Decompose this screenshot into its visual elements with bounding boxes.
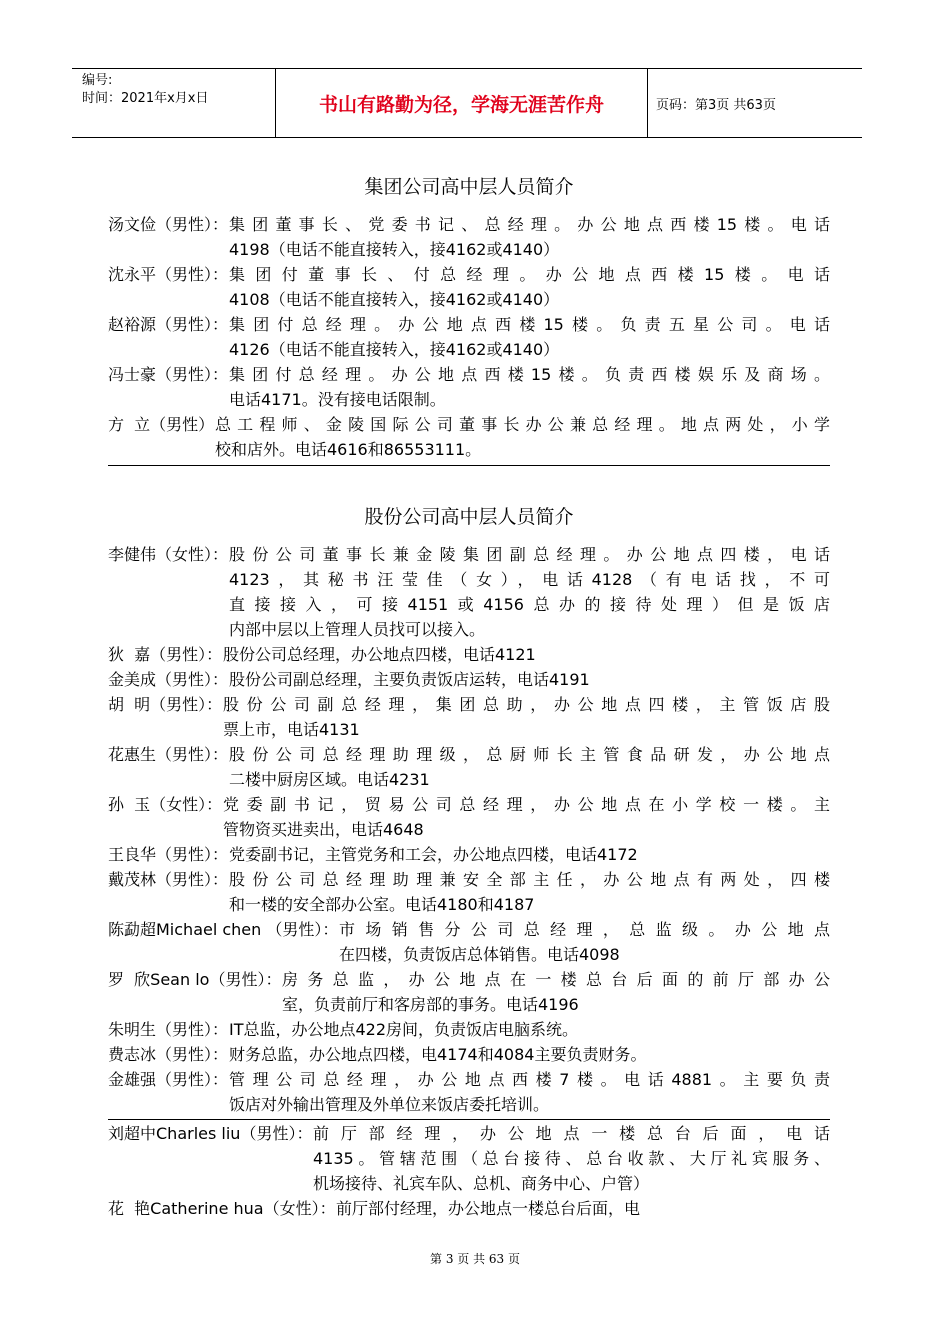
person-entry — [108, 667, 830, 692]
person-description — [229, 362, 830, 412]
person-entry — [108, 692, 830, 742]
person-entry — [108, 792, 830, 842]
person-entry — [108, 842, 830, 867]
person-name: 朱明生（男性）： — [108, 1020, 229, 1039]
person-description — [229, 1042, 830, 1067]
person-description — [229, 1067, 830, 1117]
person-description — [282, 967, 830, 1017]
person-name: 狄 嘉（男性）： — [108, 645, 223, 664]
person-description — [339, 917, 830, 967]
person-name: 胡 明（男性）： — [108, 695, 223, 714]
description-line: 股份公司董事长兼金陵集团副总经理。办公地点四楼，电话 — [229, 545, 830, 564]
time-label: 时间：2021年x月x日 — [82, 91, 209, 106]
person-entry — [108, 1017, 830, 1042]
person-name: 方 立（男性） — [108, 415, 215, 434]
person-description — [229, 867, 830, 917]
description-line: 前厅部付经理，办公地点一楼总台后面，电 — [336, 1199, 641, 1218]
person-entry — [108, 312, 830, 362]
description-line: 房务总监，办公地点在一楼总台后面的前厅部办公 — [282, 970, 830, 989]
description-line: 室，负责前厅和客房部的事务。电话4196 — [282, 995, 579, 1014]
person-description — [336, 1196, 830, 1221]
page-footer: 第 3 页 共 63 页 — [430, 1252, 520, 1266]
person-name: 汤文俭（男性）： — [108, 215, 229, 234]
description-line: 4123，其秘书汪莹佳（女），电话4128（有电话找，不可 — [229, 570, 830, 589]
person-entry — [108, 642, 830, 667]
person-description — [223, 692, 830, 742]
person-name: 沈永平（男性）： — [108, 265, 229, 284]
description-line: 机场接待、礼宾车队、总机、商务中心、户管） — [313, 1174, 650, 1193]
person-description — [229, 1017, 830, 1042]
description-line: 管理公司总经理，办公地点西楼7楼。电话4881。主要负责 — [229, 1070, 830, 1089]
person-description — [313, 1121, 830, 1196]
person-description — [223, 792, 830, 842]
person-name: 孙 玉（女性）： — [108, 795, 223, 814]
description-line: 管物资买进卖出，电话4648 — [223, 820, 424, 839]
description-line: 股份公司副总经理，主要负责饭店运转，电话4191 — [229, 670, 590, 689]
person-description — [229, 262, 830, 312]
person-entry — [108, 1042, 830, 1067]
person-description — [223, 642, 830, 667]
person-description — [229, 312, 830, 362]
section2-entries — [108, 542, 830, 1221]
person-entry — [108, 867, 830, 917]
person-entry — [108, 262, 830, 312]
description-line: 在四楼，负责饭店总体销售。电话4098 — [339, 945, 620, 964]
person-name: 赵裕源（男性）： — [108, 315, 229, 334]
description-line: 4198（电话不能直接转入，接4162或4140） — [229, 240, 560, 259]
description-line: 市场销售分公司总经理，总监级。办公地点 — [339, 920, 830, 939]
person-entry — [108, 1067, 830, 1117]
person-entry — [108, 967, 830, 1017]
description-line: 4108（电话不能直接转入，接4162或4140） — [229, 290, 560, 309]
description-line: 票上市，电话4131 — [223, 720, 360, 739]
description-line: 集团付总经理。办公地点西楼15楼。负责五星公司。电话 — [229, 315, 830, 334]
description-line: 4135。管辖范围（总台接待、总台收款、大厅礼宾服务、 — [313, 1149, 830, 1168]
page-info-cell — [648, 69, 862, 137]
section2-title: 股份公司高中层人员简介 — [364, 506, 574, 528]
person-description — [229, 542, 830, 642]
description-line: 股份公司副总经理，集团总助，办公地点四楼，主管饭店股 — [223, 695, 830, 714]
person-entry — [108, 212, 830, 262]
person-name: 戴茂林（男性）： — [108, 870, 229, 889]
description-line: 4126（电话不能直接转入，接4162或4140） — [229, 340, 560, 359]
section1-divider — [108, 465, 830, 466]
description-line: 电话4171。没有接电话限制。 — [229, 390, 446, 409]
person-description — [229, 667, 830, 692]
description-line: 集团付总经理。办公地点西楼15楼。负责西楼娱乐及商场。 — [229, 365, 830, 384]
description-line: 前厅部经理，办公地点一楼总台后面，电话 — [313, 1124, 830, 1143]
description-line: 二楼中厨房区域。电话4231 — [229, 770, 430, 789]
person-name: 花 艳Catherine hua（女性）： — [108, 1199, 336, 1218]
description-line: 财务总监，办公地点四楼，电4174和4084主要负责财务。 — [229, 1045, 647, 1064]
document-body — [108, 172, 830, 1221]
description-line: 内部中层以上管理人员找可以接入。 — [229, 620, 486, 639]
person-entry — [108, 362, 830, 412]
description-line: 股份公司总经理助理级，总厨师长主管食品研发，办公地点 — [229, 745, 830, 764]
person-name: 费志冰（男性）： — [108, 1045, 229, 1064]
section1-entries — [108, 212, 830, 462]
document-header — [72, 68, 862, 138]
person-name: 罗 欣Sean lo（男性）： — [108, 970, 282, 989]
description-line: 总工程师、金陵国际公司董事长办公兼总经理。地点两处，小学 — [215, 415, 830, 434]
person-entry — [108, 1196, 830, 1221]
person-name: 王良华（男性）： — [108, 845, 229, 864]
header-info-cell — [72, 69, 275, 137]
description-line: 集团付董事长、付总经理。办公地点西楼15楼。电话 — [229, 265, 830, 284]
person-entry — [108, 412, 830, 462]
person-name: 冯士豪（男性）： — [108, 365, 229, 384]
number-label: 编号: — [82, 73, 113, 88]
section-divider — [108, 1119, 830, 1120]
person-name: 金雄强（男性）： — [108, 1070, 229, 1089]
person-entry — [108, 1121, 830, 1196]
person-description — [229, 742, 830, 792]
person-name: 陈勐超Michael chen （男性）： — [108, 920, 339, 939]
person-name: 金美成（男性）： — [108, 670, 229, 689]
description-line: 直接接入，可接4151或4156总办的接待处理）但是饭店 — [229, 595, 830, 614]
person-entry — [108, 742, 830, 792]
page-label: 页码：第3页 共63页 — [656, 97, 776, 113]
section1-title: 集团公司高中层人员简介 — [364, 176, 574, 198]
person-description — [229, 212, 830, 262]
description-line: 党委副书记，主管党务和工会，办公地点四楼，电话4172 — [229, 845, 638, 864]
description-line: 党委副书记，贸易公司总经理，办公地点在小学校一楼。主 — [223, 795, 830, 814]
description-line: 和一楼的安全部办公室。电话4180和4187 — [229, 895, 535, 914]
person-name: 刘超中Charles liu（男性）： — [108, 1124, 313, 1143]
person-name: 李健伟（女性）： — [108, 545, 229, 564]
description-line: 校和店外。电话4616和86553111。 — [215, 440, 482, 459]
person-description — [215, 412, 830, 462]
description-line: 股份公司总经理，办公地点四楼，电话4121 — [223, 645, 536, 664]
person-name: 花惠生（男性）： — [108, 745, 229, 764]
motto-cell — [275, 69, 648, 137]
motto-text: 书山有路勤为径，学海无涯苦作舟 — [318, 93, 604, 116]
description-line: 饭店对外输出管理及外单位来饭店委托培训。 — [229, 1095, 550, 1114]
description-line: IT总监，办公地点422房间，负责饭店电脑系统。 — [229, 1020, 579, 1039]
person-entry — [108, 542, 830, 642]
description-line: 股份公司总经理助理兼安全部主任，办公地点有两处，四楼 — [229, 870, 830, 889]
person-entry — [108, 917, 830, 967]
description-line: 集团董事长、党委书记、总经理。办公地点西楼15楼。电话 — [229, 215, 830, 234]
person-description — [229, 842, 830, 867]
